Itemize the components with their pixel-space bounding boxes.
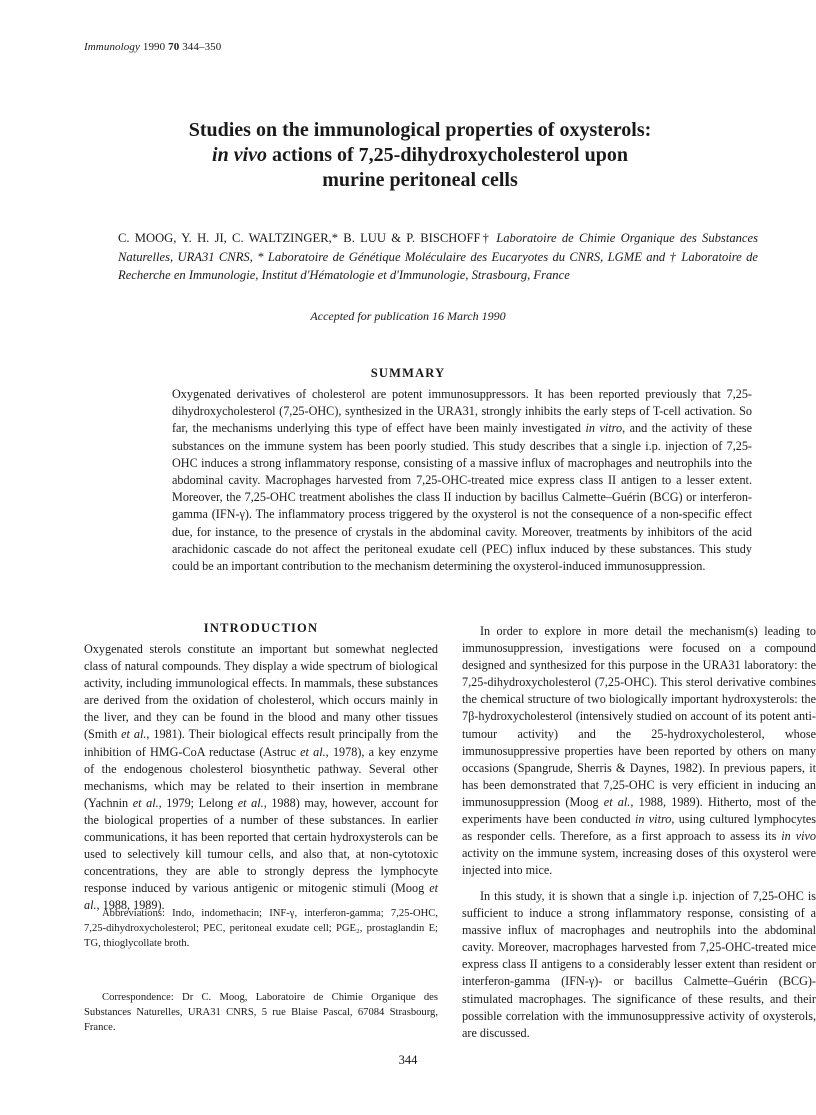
right-in-vivo: in vivo <box>781 829 816 844</box>
intro-part-a: Oxygenated sterols constitute an important but somewhat neglected class of natural compounds. They display a wide spectrum of biological activity, including immunological effects. In mammals, these substances are derived from the oxidation of cholesterol, which occurs mainly in the liver, and they can be found in the blood and many other tissues (Smith <box>84 642 438 742</box>
intro-part-d: , 1979; Lelong <box>158 795 238 810</box>
right-p1-d: activity on the immune system, increasing doses of this oxysterol were injected into mice. <box>462 846 816 878</box>
summary-heading: SUMMARY <box>370 366 446 380</box>
intro-part-f: , 1988, 1989). <box>96 898 165 913</box>
summary-italic: in vitro <box>585 421 623 436</box>
title-line-2-rest: actions of 7,25-dihydroxycholesterol upon <box>267 144 628 166</box>
title-line-2 <box>150 143 690 168</box>
journal-year: 1990 <box>142 41 166 53</box>
title-line-1: Studies on the immunological properties of oxysterols: <box>188 119 652 141</box>
author-names: C. MOOG, Y. H. JI, C. WALTZINGER,* B. LUU & P. BISCHOFF† <box>118 231 497 245</box>
intro-part-c: , 1978), a key enzyme of the endogenous cholesterol biosynthetic pathway. Several other mechanisms, which may be related to their insertion in membrane (Yachnin <box>84 744 439 810</box>
page-number: 344 <box>398 1053 418 1067</box>
right-column-paragraph-2: In this study, it is shown that a single i.p. injection of 7,25-OHC is sufficient to induce a strong inflammatory response, consisting of a massive influx of macrophages and neutrophils into the abdominal cavity. Moreover, macrophages harvested from 7,25-OHC-treated mice express class II antigens to a considerably lesser extent than resident or interferon-gamma (IFN-γ)- or bacillus Calmette–Guérin (BCG)-stimulated macrophages. The significance of these results, and their possible correlation with the immunosuppressive activity of oxysterols, are discussed. <box>462 889 816 1040</box>
title-line-3: murine peritoneal cells <box>322 169 518 191</box>
summary-text <box>172 386 752 575</box>
right-etal: et al. <box>603 794 631 809</box>
intro-etal-2: et al. <box>300 744 326 759</box>
introduction-heading: INTRODUCTION <box>203 621 319 635</box>
abbreviations-footnote: Abbreviations: Indo, indomethacin; INF-γ, interferon-gamma; 7,25-OHC, 7,25-dihydroxycholesterol; PEC, peritoneal exudate cell; PGE₂, prostaglandin E; TG, thioglycollate broth. <box>84 908 438 949</box>
intro-part-b: , 1981). Their biological effects result principally from the inhibition of HMG-CoA reductase (Astruc <box>84 727 438 759</box>
author-block <box>118 229 758 285</box>
intro-etal-4: et al. <box>237 795 264 810</box>
right-p1-c: , using cultured lymphocytes as responder cells. Therefore, as a first approach to assess its <box>462 812 816 844</box>
accepted-date: Accepted for publication 16 March 1990 <box>310 309 506 323</box>
summary-part-2: , and the activity of these substances on the immune system has been poorly studied. This study describes that a single i.p. injection of 7,25-OHC induces a strong inflammatory response, consisting of a massive influx of macrophages and neutrophils into the abdominal cavity. Macrophages harvested from 7,25-OHC-treated mice express class II antigen to a lesser extent. Moreover, the 7,25-OHC treatment abolishes the class II induction by bacillus Calmette–Guérin (BCG) or interferon-gamma (IFN-γ). The inflammatory process triggered by the oxysterol is not the consequence of a non-specific effect due, for instance, to the presence of crystals in the abdominal cavity. Moreover, treatments by inhibitors of the acid arachidonic cascade do not affect the peritoneal exudate cell (PEC) influx induced by these substances. This study could be an important contribution to the mechanism determining the oxysterol-induced immunosuppression. <box>172 421 753 574</box>
introduction-text <box>84 641 438 915</box>
author-affiliations: Laboratoire de Chimie Organique des Substances Naturelles, URA31 CNRS, * Laboratoire de Génétique Moléculaire des Eucaryotes du CNRS, LGME and † Laboratoire de Recherche en Immunologie, Institut d'Hématologie et d'Immunologie, Strasbourg, France <box>118 231 758 282</box>
intro-etal-3: et al. <box>132 795 159 810</box>
summary-part-1: Oxygenated derivatives of cholesterol are potent immunosuppressors. It has been reported previously that 7,25-dihydroxycholesterol (7,25-OHC), synthesized in the URA31, strongly inhibits the early steps of T-cell activation. So far, the mechanisms underlying this type of effect have been mainly investigated <box>172 387 752 436</box>
journal-volume: 70 <box>168 41 180 53</box>
title-italic: in vivo <box>212 144 268 166</box>
intro-part-e: , 1988) may, however, account for the biological properties of a number of these substances. In earlier communications, it has been reported that certain hydroxysterols can be used to selectively kill tumour cells, and also that, at non-cytotoxic concentrations, they are able to strongly depress the lymphocyte response induced by various antigenic or mitogenic stimuli (Moog <box>84 795 438 896</box>
right-in-vitro: in vitro <box>634 812 672 827</box>
right-column-paragraph-1 <box>462 623 816 879</box>
running-head <box>84 41 221 53</box>
intro-etal-5: et al. <box>84 881 438 913</box>
journal-pages: 344–350 <box>182 41 222 53</box>
journal-name: Immunology <box>84 41 140 53</box>
right-p1-a: In order to explore in more detail the mechanism(s) leading to immunosuppression, investigations were focused on a compound designed and synthesized for this purpose in the URA31 laboratory: the 7,25-dihydroxycholesterol (7,25-OHC). This sterol derivative combines the chemical structure of two biologically important hydroxysterols: the 7β-hydroxycholesterol (intensively studied on account of its potent anti-tumour activity) and the 25-hydroxycholesterol, whose immunosuppressive properties have been reported by others on many occasions (Spangrude, Sherris & Daynes, 1982). In previous papers, it has been demonstrated that 7,25-OHC is very efficient in inducing an immunosuppression (Moog <box>462 624 816 809</box>
right-p1-b: , 1988, 1989). Hitherto, most of the experiments have been conducted <box>462 794 816 827</box>
correspondence-footnote: Correspondence: Dr C. Moog, Laboratoire de Chimie Organique des Substances Naturelles, URA31 CNRS, 5 rue Blaise Pascal, 67084 Strasbourg, France. <box>84 992 438 1033</box>
article-title <box>150 118 690 193</box>
intro-etal-1: et al. <box>121 727 147 742</box>
